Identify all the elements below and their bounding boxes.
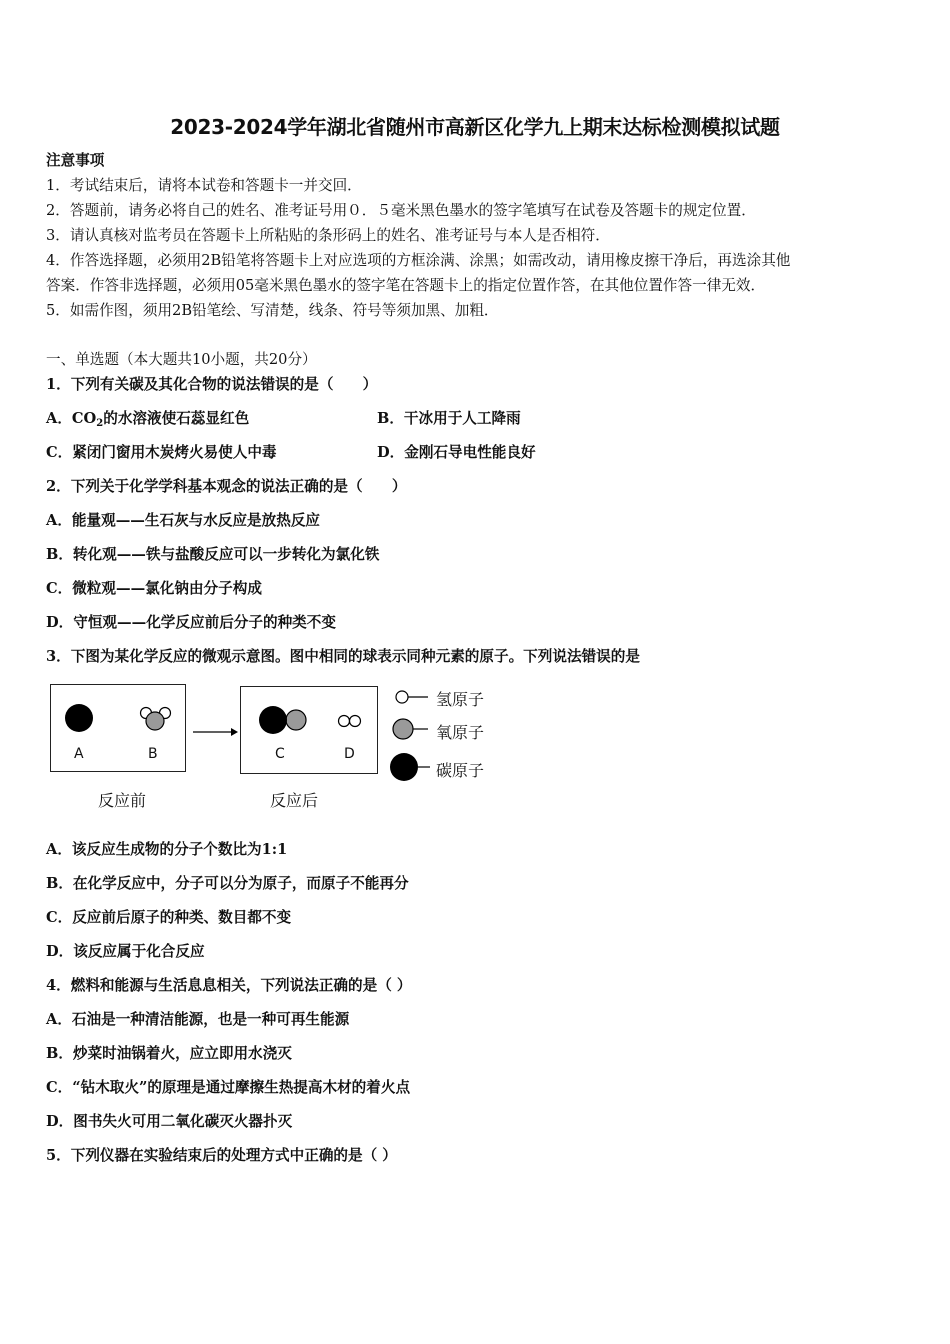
question-5-stem: 5．下列仪器在实验结束后的处理方式中正确的是（ ） [46, 1147, 397, 1164]
question-4-stem: 4．燃料和能源与生活息息相关，下列说法正确的是（ ） [46, 977, 412, 994]
notes-item: 2．答题前，请务必将自己的姓名、准考证号用０．５毫米黑色墨水的签字笔填写在试卷及答题卡的规定位置． [46, 202, 756, 219]
q2-option-b: B．转化观——铁与盐酸反应可以一步转化为氯化铁 [46, 546, 380, 563]
legend-hydrogen-icon [396, 691, 408, 703]
notes-item: 答案．作答非选择题，必须用05毫米黑色墨水的签字笔在答题卡上的指定位置作答，在其他位置作答一律无效． [46, 277, 766, 294]
hydrogen-atom [350, 716, 361, 727]
legend-carbon-icon [390, 753, 418, 781]
legend-oxygen-icon [393, 719, 413, 739]
carbon-atom [65, 704, 93, 732]
q1-option-a-subscript: 2 [96, 418, 104, 429]
q4-option-c: C．“钻木取火”的原理是通过摩擦生热提高木材的着火点 [46, 1079, 411, 1096]
question-1-stem: 1．下列有关碳及其化合物的说法错误的是（ ） [46, 376, 378, 393]
q2-option-d: D．守恒观——化学反应前后分子的种类不变 [46, 614, 336, 631]
label-a: A [74, 746, 84, 762]
q4-option-a: A．石油是一种清洁能源，也是一种可再生能源 [46, 1011, 350, 1028]
question-2-stem: 2．下列关于化学学科基本观念的说法正确的是（ ） [46, 478, 407, 495]
q1-option-a-post: 的水溶液使石蕊显红色 [103, 410, 250, 427]
reaction-arrow-head [231, 728, 238, 736]
q2-option-a: A．能量观——生石灰与水反应是放热反应 [46, 512, 321, 529]
q1-option-b: B．干冰用于人工降雨 [377, 410, 521, 427]
label-d: D [344, 746, 355, 762]
q1-option-a-pre: A．CO [46, 410, 97, 427]
notes-item: 4．作答选择题，必须用2B铅笔将答题卡上对应选项的方框涂满、涂黑；如需改动，请用橡皮擦干净后，再选涂其他 [46, 252, 791, 269]
question-3-stem: 3．下图为某化学反应的微观示意图。图中相同的球表示同种元素的原子。下列说法错误的是 [46, 648, 640, 665]
hydrogen-atom [339, 716, 350, 727]
oxygen-atom [146, 712, 164, 730]
label-b: B [148, 746, 158, 762]
carbon-atom [259, 706, 287, 734]
legend-oxygen: 氧原子 [436, 723, 485, 742]
caption-before: 反应前 [98, 791, 147, 810]
q1-option-d: D．金刚石导电性能良好 [377, 444, 536, 461]
q4-option-b: B．炒菜时油锅着火，应立即用水浇灭 [46, 1045, 292, 1062]
oxygen-atom [286, 710, 306, 730]
notes-heading: 注意事项 [46, 152, 105, 169]
q3-option-c: C．反应前后原子的种类、数目都不变 [46, 909, 292, 926]
q4-option-d: D．图书失火可用二氧化碳灭火器扑灭 [46, 1113, 293, 1130]
q3-option-b: B．在化学反应中，分子可以分为原子，而原子不能再分 [46, 875, 409, 892]
q1-option-c: C．紧闭门窗用木炭烤火易使人中毒 [46, 444, 277, 461]
q3-option-d: D．该反应属于化合反应 [46, 943, 205, 960]
caption-after: 反应后 [270, 791, 319, 810]
notes-item: 3．请认真核对监考员在答题卡上所粘贴的条形码上的姓名、准考证号与本人是否相符． [46, 227, 610, 244]
notes-item: 1．考试结束后，请将本试卷和答题卡一并交回． [46, 177, 362, 194]
section-heading: 一、单选题（本大题共10小题，共20分） [46, 351, 317, 368]
q3-option-a: A．该反应生成物的分子个数比为1:1 [46, 841, 288, 858]
page-title: 2023-2024学年湖北省随州市高新区化学九上期末达标检测模拟试题 [170, 115, 780, 139]
legend-carbon: 碳原子 [436, 761, 485, 780]
label-c: C [275, 746, 285, 762]
notes-item: 5．如需作图，须用2B铅笔绘、写清楚，线条、符号等须加黑、加粗． [46, 302, 499, 319]
legend-hydrogen: 氢原子 [436, 690, 485, 709]
q2-option-c: C．微粒观——氯化钠由分子构成 [46, 580, 262, 597]
